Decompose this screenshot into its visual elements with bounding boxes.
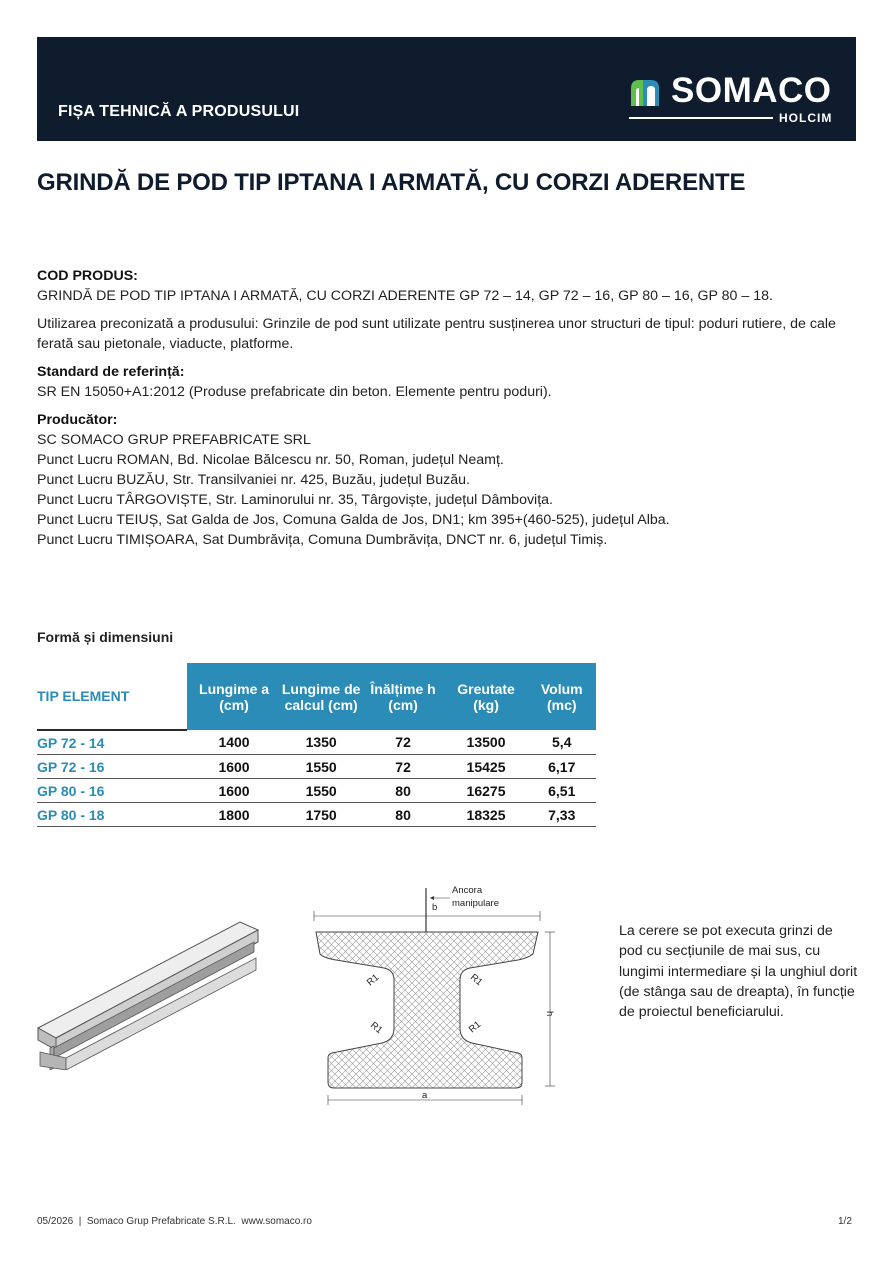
- producer-line: Punct Lucru BUZĂU, Str. Transilvaniei nr. 425, Buzău, județul Buzău.: [37, 472, 470, 488]
- cell-length: 1600: [187, 779, 280, 803]
- producer-line: Punct Lucru ROMAN, Bd. Nicolae Bălcescu nr. 50, Roman, județul Neamț.: [37, 452, 504, 468]
- cell-volume: 6,51: [528, 779, 597, 803]
- producer-label: Producător:: [37, 412, 118, 428]
- product-info: [37, 266, 857, 550]
- cell-calc-length: 1350: [281, 730, 362, 755]
- cell-height: 72: [362, 755, 445, 779]
- radius-label: R1: [468, 971, 485, 989]
- cell-type: GP 72 - 14: [37, 730, 187, 755]
- cell-volume: 6,17: [528, 755, 597, 779]
- somaco-logo-icon: [629, 76, 665, 108]
- header-title: FIȘA TEHNICĂ A PRODUSULUI: [58, 103, 300, 120]
- cell-calc-length: 1550: [281, 755, 362, 779]
- table-row: [37, 755, 596, 779]
- cell-calc-length: 1750: [281, 803, 362, 827]
- cell-weight: 13500: [445, 730, 528, 755]
- radius-label: R1: [364, 972, 382, 989]
- column-header: Lungime a (cm): [187, 663, 280, 730]
- dimension-b-label: b: [432, 902, 438, 913]
- cell-type: GP 80 - 18: [37, 803, 187, 827]
- dimension-a-label: a: [422, 1090, 428, 1101]
- cell-length: 1600: [187, 755, 280, 779]
- cell-volume: 5,4: [528, 730, 597, 755]
- table-row: [37, 803, 596, 827]
- cell-weight: 18325: [445, 803, 528, 827]
- radius-label: R1: [466, 1019, 484, 1036]
- cell-height: 80: [362, 803, 445, 827]
- beam-cross-section-drawing: [300, 878, 570, 1108]
- column-header: Înălțime h (cm): [362, 663, 445, 730]
- producer-line: Punct Lucru TÂRGOVIȘTE, Str. Laminorului nr. 35, Târgoviște, județul Dâmbovița.: [37, 492, 553, 508]
- cell-weight: 16275: [445, 779, 528, 803]
- anchor-label: manipulare: [452, 898, 499, 909]
- intended-use: Utilizarea preconizată a produsului: Grinzile de pod sunt utilizate pentru susținerea unor structuri de tipul: poduri rutiere, de cale ferată sau pietonale, viaducte, platforme.: [37, 316, 836, 352]
- producer-line: Punct Lucru TIMIȘOARA, Sat Dumbrăvița, Comuna Dumbrăvița, DNCT nr. 6, județul Timiș.: [37, 532, 608, 548]
- table-header-row: [37, 663, 596, 730]
- page-number: 1/2: [838, 1216, 852, 1227]
- page-title: GRINDĂ DE POD TIP IPTANA I ARMATĂ, CU CORZI ADERENTE: [37, 169, 746, 196]
- logo-underline: [629, 117, 773, 119]
- logo-subtitle: HOLCIM: [779, 111, 833, 125]
- beam-3d-illustration: [36, 920, 260, 1070]
- cell-height: 72: [362, 730, 445, 755]
- cell-volume: 7,33: [528, 803, 597, 827]
- cell-weight: 15425: [445, 755, 528, 779]
- dimensions-table: [37, 663, 596, 827]
- dimension-h-label: h: [544, 1011, 555, 1017]
- side-note: La cerere se pot executa grinzi de pod cu secțiunile de mai sus, cu lungimi intermediare și la unghiul dorit (de stânga sau de dreapta), în funcție de proiectul beneficiarului.: [619, 923, 858, 1021]
- cell-length: 1400: [187, 730, 280, 755]
- cell-calc-length: 1550: [281, 779, 362, 803]
- product-code-value: GRINDĂ DE POD TIP IPTANA I ARMATĂ, CU CORZI ADERENTE GP 72 – 14, GP 72 – 16, GP 80 – 16, GP 80 – 18.: [37, 288, 773, 304]
- dimensions-section-title: Formă și dimensiuni: [37, 629, 174, 645]
- column-header: Volum (mc): [528, 663, 597, 730]
- cell-type: GP 80 - 16: [37, 779, 187, 803]
- column-header: TIP ELEMENT: [37, 663, 187, 730]
- somaco-logo: [629, 73, 839, 129]
- producer-line: Punct Lucru TEIUȘ, Sat Galda de Jos, Comuna Galda de Jos, DN1; km 395+(460-525), județul Alba.: [37, 512, 670, 528]
- table-row: [37, 730, 596, 755]
- column-header: Lungime de calcul (cm): [281, 663, 362, 730]
- cell-type: GP 72 - 16: [37, 755, 187, 779]
- standard-label: Standard de referință:: [37, 364, 185, 380]
- footer-info: 05/2026 | Somaco Grup Prefabricate S.R.L. www.somaco.ro: [37, 1216, 312, 1227]
- cell-height: 80: [362, 779, 445, 803]
- standard-value: SR EN 15050+A1:2012 (Produse prefabricate din beton. Elemente pentru poduri).: [37, 384, 552, 400]
- producer-line: SC SOMACO GRUP PREFABRICATE SRL: [37, 432, 311, 448]
- anchor-label: Ancora: [452, 885, 483, 896]
- column-header: Greutate (kg): [445, 663, 528, 730]
- product-code-label: COD PRODUS:: [37, 268, 138, 284]
- logo-text: SOMACO: [671, 71, 832, 110]
- table-row: [37, 779, 596, 803]
- cell-length: 1800: [187, 803, 280, 827]
- radius-label: R1: [368, 1019, 385, 1037]
- page-header: [37, 37, 856, 141]
